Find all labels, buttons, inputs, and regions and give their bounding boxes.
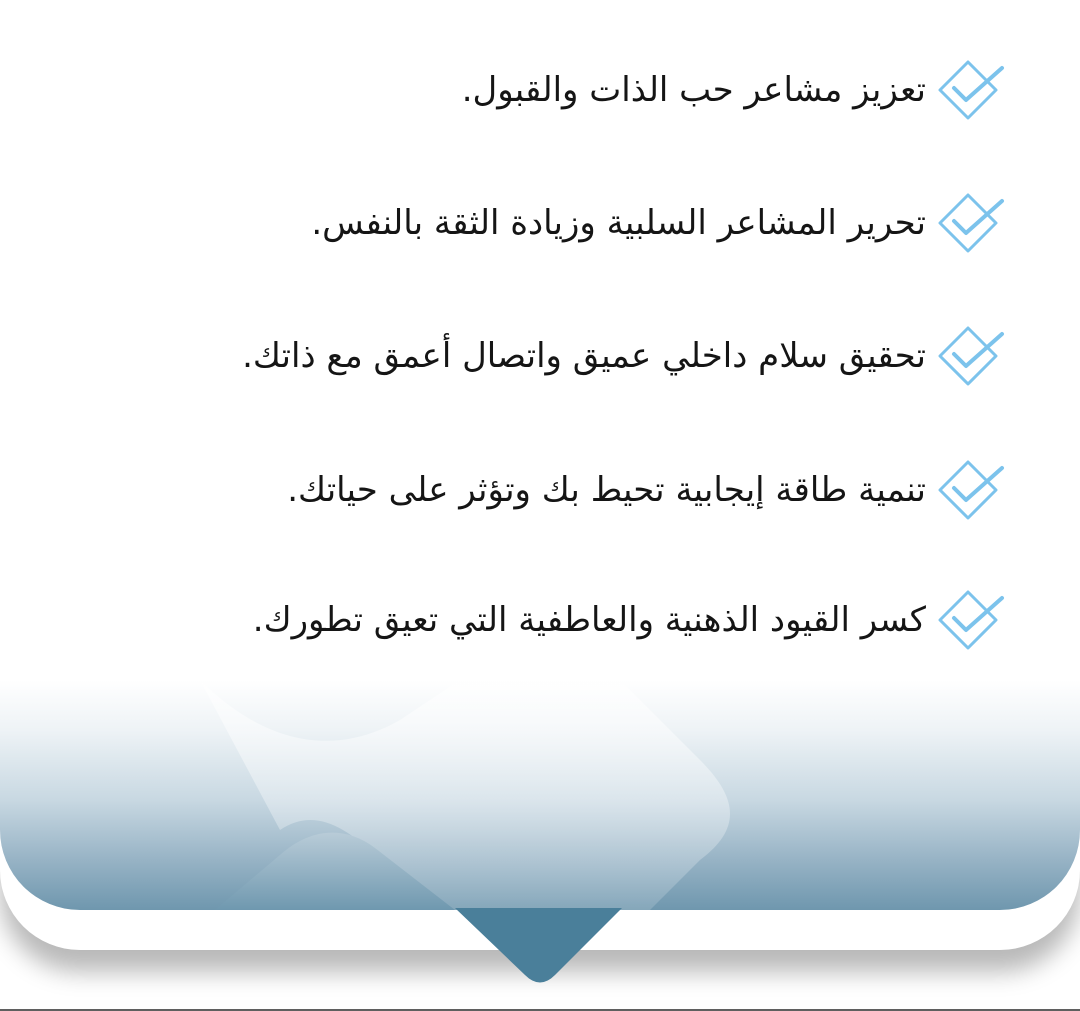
benefit-item: [242, 316, 1010, 396]
benefit-item: [253, 580, 1010, 660]
benefit-text: كسر القيود الذهنية والعاطفية التي تعيق تطورك.: [252, 600, 926, 640]
check-diamond-icon: [934, 452, 1010, 528]
check-diamond-icon: [934, 52, 1010, 128]
benefit-text: تحقيق سلام داخلي عميق واتصال أعمق مع ذاتك.: [242, 336, 926, 376]
benefit-item: [311, 183, 1010, 263]
benefit-text: تعزيز مشاعر حب الذات والقبول.: [461, 70, 926, 110]
check-diamond-icon: [934, 582, 1010, 658]
benefit-text: تنمية طاقة إيجابية تحيط بك وتؤثر على حياتك.: [287, 470, 926, 510]
check-diamond-icon: [934, 318, 1010, 394]
benefit-item: [287, 450, 1010, 530]
benefit-item: [462, 50, 1010, 130]
check-diamond-icon: [934, 185, 1010, 261]
benefit-text: تحرير المشاعر السلبية وزيادة الثقة بالنفس.: [311, 203, 926, 243]
